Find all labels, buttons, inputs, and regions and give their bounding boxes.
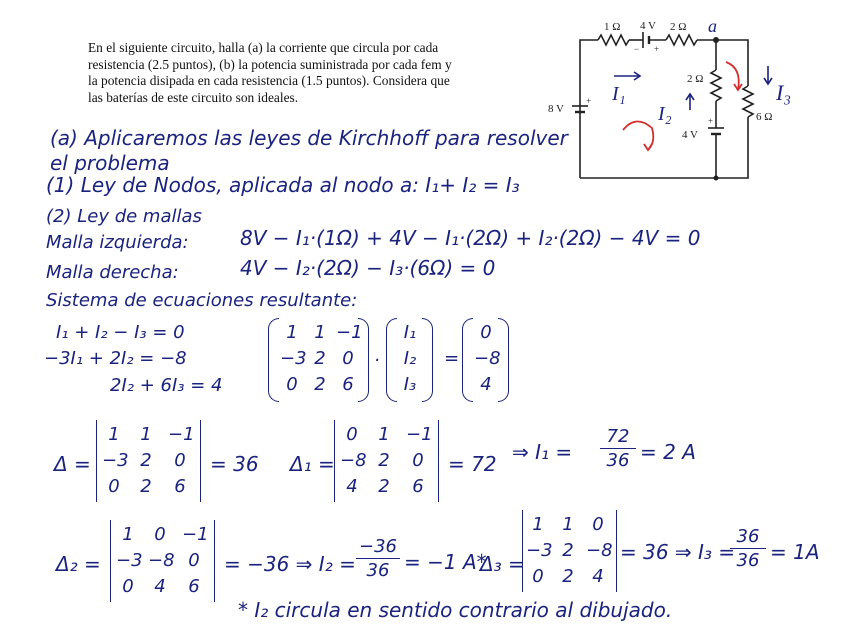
- det-cell: 2: [378, 450, 390, 471]
- problem-line: resistencia (2.5 puntos), (b) la potencia suministrada por cada fem y: [88, 56, 452, 72]
- det-cell: −8: [586, 540, 613, 561]
- coefficient-matrix: [268, 318, 368, 402]
- det-cell: 2: [140, 450, 152, 471]
- det-cell: 1: [532, 514, 544, 535]
- system-eq-2: −3I₁ + 2I₂ = −8: [44, 348, 187, 369]
- left-loop-label: Malla izquierda:: [46, 232, 189, 253]
- det-cell: 0: [108, 476, 120, 497]
- i2-numerator: −36: [359, 536, 397, 557]
- delta2-determinant: [110, 520, 220, 604]
- det-cell: −8: [340, 450, 367, 471]
- i2-fraction: [356, 536, 400, 581]
- delta3-value: = 36 ⇒ I₃ =: [620, 540, 736, 564]
- vector-cell: I₃: [403, 374, 417, 395]
- det-cell: 1: [140, 424, 152, 445]
- det-cell: 0: [532, 566, 544, 587]
- vector-cell: 4: [480, 374, 492, 395]
- v-top-label: 4 V: [640, 20, 656, 32]
- problem-line: En el siguiente circuito, halla (a) la corriente que circula por cada: [88, 40, 439, 55]
- constants-vector: [462, 318, 514, 402]
- problem-statement: [88, 40, 543, 106]
- det-cell: 6: [174, 476, 186, 497]
- det-cell: 2: [562, 540, 574, 561]
- det-cell: 0: [174, 450, 186, 471]
- delta2-value: = −36 ⇒ I₂ =: [224, 552, 356, 576]
- system-title: Sistema de ecuaciones resultante:: [46, 290, 358, 311]
- i3-numerator: 36: [736, 526, 760, 547]
- svg-text:−: −: [634, 44, 640, 54]
- i1-numerator: 72: [606, 426, 630, 447]
- vector-cell: I₁: [403, 322, 417, 343]
- delta3-label: Δ₃ =: [480, 552, 525, 576]
- circuit-diagram: [548, 18, 818, 188]
- solution-intro: (a) Aplicaremos las leyes de Kirchhoff para resolver: [50, 126, 568, 150]
- node-a-dot: [713, 37, 719, 43]
- system-eq-3: 2I₂ + 6I₃ = 4: [110, 375, 223, 396]
- i1-result-prefix: ⇒ I₁ =: [512, 440, 573, 464]
- current-i1-label: I₁: [612, 83, 626, 105]
- vector-cell: 0: [480, 322, 492, 343]
- det-cell: 2: [562, 566, 574, 587]
- r-right-label: 6 Ω: [756, 111, 773, 123]
- r-top1-label: 1 Ω: [604, 21, 621, 33]
- i1-denominator: 36: [606, 450, 630, 471]
- i2-result: = −1 A*: [404, 550, 487, 574]
- node-law: (1) Ley de Nodos, aplicada al nodo a: I₁+ I₂ = I₃: [46, 173, 520, 197]
- i2-denominator: 36: [366, 560, 390, 581]
- det-cell: 4: [592, 566, 604, 587]
- det-cell: 0: [122, 576, 134, 597]
- delta1-label: Δ₁ =: [290, 452, 335, 476]
- matrix-cell: 0: [342, 348, 354, 369]
- det-cell: 6: [188, 576, 200, 597]
- v-mid-label: 4 V: [682, 129, 698, 141]
- matrix-cell: 2: [314, 374, 326, 395]
- unknowns-vector: [386, 318, 438, 402]
- det-cell: 0: [188, 550, 200, 571]
- current-i3-label: I₃: [776, 80, 791, 105]
- i3-result: = 1A: [770, 540, 820, 564]
- det-cell: 2: [140, 476, 152, 497]
- right-loop-label: Malla derecha:: [46, 262, 179, 283]
- vector-cell: I₂: [403, 348, 417, 369]
- det-cell: 4: [346, 476, 358, 497]
- det-cell: −1: [168, 424, 195, 445]
- matrix-cell: 1: [314, 322, 326, 343]
- i3-denominator: 36: [736, 550, 760, 571]
- det-cell: −3: [526, 540, 553, 561]
- matrix-cell: 6: [342, 374, 354, 395]
- det-cell: −3: [102, 450, 129, 471]
- i3-fraction: [730, 526, 766, 571]
- delta3-determinant: [522, 510, 622, 594]
- svg-text:+: +: [586, 96, 592, 106]
- worksheet-page: En el siguiente circuito, halla (a) la corriente que circula por cada resistencia (2.5 puntos), (b) la potencia suministrada por cada fem y la potencia disipada en cada resistencia (1.5 puntos). Considera que las baterías de este circuito son ideales. 1 Ω 4 V 2 Ω 2 Ω 4 V 8 V 6 Ω + + + − a I₁ I₂ I₃ (a) Aplicaremos las leyes de Kirchhoff para resolver el problema (1) Ley de Nodos, aplicada al nodo a: I₁+ I₂ = I₃ (2) Ley de mallas Malla izquierda: 8V − I₁·(1Ω) + 4V − I₁·(2Ω) + I₂·(2Ω) − 4V = 0 Malla derecha: 4V − I₂·(2Ω) − I₃·(6Ω) = 0 Sistema de ecuaciones resultante: I₁ + I₂ − I₃ = 0 −3I₁ + 2I₂ = −8 2I₂ + 6I₃ = 4 1 1 −1 −3 2 0 0 2 6 · I₁ I₂ I₃ = 0 −8 4 Δ = 1 1 −1 −3 2 0 0 2 6 = 36 Δ₁ = 0 1 −1 −8 2 0 4 2 6 = 72 ⇒ I₁ = 72 36 = 2 A Δ₂ = 1 0 −1 −3 −8 0 0 4 6 = −36 ⇒ I₂ = −36 36 = −1 A* Δ₃ = 1 1 0 −3 2 −8 0 2 4 = 36 ⇒ I₃ = 36 36 = 1A * I₂ circula en sentido contrario al dibujado.: [0, 0, 848, 636]
- r-mid-label: 2 Ω: [687, 73, 704, 85]
- det-cell: 1: [562, 514, 574, 535]
- svg-text:+: +: [654, 44, 660, 54]
- matrix-cell: 1: [286, 322, 298, 343]
- delta-determinant: [96, 420, 206, 504]
- det-cell: 0: [154, 524, 166, 545]
- svg-text:+: +: [708, 116, 714, 126]
- matrix-cell: 2: [314, 348, 326, 369]
- det-cell: 0: [346, 424, 358, 445]
- det-cell: 6: [412, 476, 424, 497]
- delta1-determinant: [334, 420, 444, 504]
- det-cell: −8: [148, 550, 175, 571]
- det-cell: 2: [378, 476, 390, 497]
- footnote: * I₂ circula en sentido contrario al dibujado.: [238, 598, 673, 622]
- problem-line: la potencia disipada en cada resistencia (1.5 puntos). Considera que: [88, 73, 450, 89]
- matrix-cell: 0: [286, 374, 298, 395]
- det-cell: −1: [406, 424, 433, 445]
- delta2-label: Δ₂ =: [56, 552, 101, 576]
- right-loop-equation: 4V − I₂·(2Ω) − I₃·(6Ω) = 0: [240, 256, 496, 280]
- delta-label: Δ =: [54, 452, 91, 476]
- det-cell: 0: [592, 514, 604, 535]
- det-cell: 1: [122, 524, 134, 545]
- det-cell: −3: [116, 550, 143, 571]
- det-cell: 1: [378, 424, 390, 445]
- delta1-value: = 72: [448, 452, 497, 476]
- left-loop-equation: 8V − I₁·(1Ω) + 4V − I₁·(2Ω) + I₂·(2Ω) − 4V = 0: [240, 226, 701, 250]
- matrix-cell: −1: [336, 322, 363, 343]
- vector-cell: −8: [474, 348, 501, 369]
- node-a-label: a: [708, 18, 717, 36]
- solution-intro-2: el problema: [50, 151, 170, 175]
- det-cell: 1: [108, 424, 120, 445]
- i1-fraction: [600, 426, 636, 471]
- matrix-cell: −3: [280, 348, 307, 369]
- det-cell: 4: [154, 576, 166, 597]
- problem-line: las baterías de este circuito son ideales.: [88, 89, 299, 105]
- r-top2-label: 2 Ω: [670, 21, 687, 33]
- det-cell: 0: [412, 450, 424, 471]
- i1-result: = 2 A: [640, 440, 696, 464]
- current-i2-label: I₂: [658, 103, 672, 125]
- v-left-label: 8 V: [548, 103, 564, 115]
- delta-value: = 36: [210, 452, 259, 476]
- system-eq-1: I₁ + I₂ − I₃ = 0: [56, 322, 185, 343]
- loops-title: (2) Ley de mallas: [46, 206, 202, 227]
- det-cell: −1: [182, 524, 209, 545]
